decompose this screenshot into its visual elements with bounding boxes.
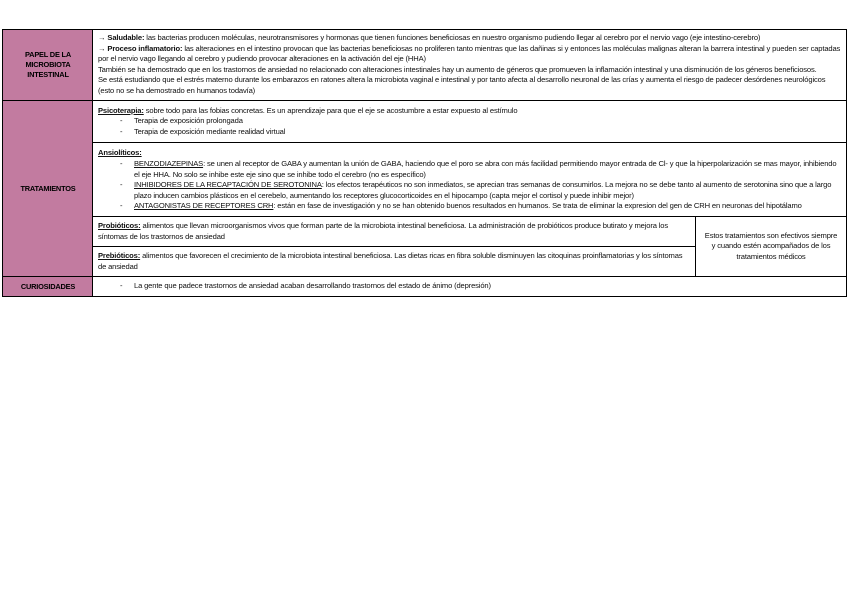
- content-ansioliticos: [93, 143, 847, 217]
- psicoterapia-text: sobre todo para las fobias concretas. Es un aprendizaje para que el eje se acostumbre a estar expuesto al estímulo: [145, 105, 518, 115]
- ansiedad-paragraph: También se ha demostrado que en los trastornos de ansiedad no relacionado con alteraciones intestinales hay un aumento de géneros que promueven la inflamación intestinal y una disminución de los géneros beneficiosos.: [98, 64, 817, 74]
- prebioticos-text: alimentos que favorecen el crecimiento de la microbiota intestinal beneficiosa. Las dietas ricas en fibra soluble disminuyen las citoquinas proinflamatorias y los síntomas de ansiedad: [98, 251, 683, 271]
- drug-name: INHIBIDORES DE LA RECAPTACIÓN DE SEROTONINA: [134, 180, 322, 190]
- header-curiosidades-label: CURIOSIDADES: [20, 281, 76, 291]
- psicoterapia-list: [98, 116, 842, 137]
- content-psicoterapia: [93, 100, 847, 143]
- arrow-icon: →: [98, 33, 106, 42]
- side-note-cell: [696, 216, 847, 276]
- arrow-icon: →: [98, 43, 106, 53]
- psicoterapia-title: Psicoterapia:: [98, 105, 144, 115]
- probioticos-title: Probióticos:: [98, 220, 141, 230]
- ansioliticos-list: [98, 159, 842, 212]
- proceso-text: las alteraciones en el intestino provocan que las bacterias beneficiosas no proliferen tanto mientras que las dañinas si y entonces las moléculas malignas alteran la barrera intestinal y pueden ser captadas por el nervio vago llegando al cerebro y pudiendo provocar alteraciones en la activación del eje (HHA): [98, 43, 841, 64]
- list-item: - Terapia de exposición prolongada: [120, 116, 842, 127]
- saludable-paragraph: [98, 33, 842, 44]
- row-psicoterapia: [3, 100, 847, 143]
- notes-table: [2, 29, 847, 297]
- list-item: [120, 180, 842, 201]
- proceso-title: Proceso inflamatorio:: [107, 43, 183, 53]
- content-curiosidades: [93, 277, 847, 297]
- probioticos-paragraph: [98, 221, 691, 242]
- list-item: - La gente que padece trastornos de ansiedad acaban desarrollando trastornos del estado de ánimo (depresión): [120, 281, 842, 292]
- drug-description: : se unen al receptor de GABA y aumentan la unión de GABA, haciendo que el poro se abra con más facilidad permitiendo mayor entrada de Cl- y que la hiperpolarización se mas mayor, inhibiendo el eje HHA. No solo se inhibe este eje sino que se inhibe todo el cerebro (no es específico): [134, 158, 837, 179]
- prebioticos-title: Prebióticos:: [98, 251, 141, 261]
- ansioliticos-title: Ansiolíticos:: [98, 148, 142, 158]
- header-tratamientos: [3, 100, 93, 277]
- content-probioticos: [93, 216, 696, 246]
- proceso-paragraph: [98, 44, 842, 65]
- saludable-text: las bacterias producen moléculas, neurotransmisores y hormonas que tienen funciones beneficiosas en nuestro organismo pudiendo llegar al cerebro por el nervio vago (eje intestino-cerebro): [146, 33, 761, 42]
- content-prebioticos: [93, 247, 696, 277]
- estres-materno-paragraph: Se está estudiando que el estrés materno durante los embarazos en ratones altera la microbiota vaginal e intestinal y por tanto afecta al desarrollo neuronal de las crías y aumenta el riesgo de padecer desórdenes neurológicos (esto no se ha demostrado en humanos todavía): [98, 75, 826, 95]
- probioticos-text: alimentos que llevan microorganismos vivos que forman parte de la microbiota intestinal beneficiosa. La administración de probióticos produce butirato y mejora los síntomas de los trastornos de ansiedad: [98, 220, 669, 241]
- row-probioticos: [3, 216, 847, 246]
- list-item: [120, 201, 842, 212]
- row-curiosidades: [3, 277, 847, 297]
- list-item: [120, 159, 842, 180]
- row-papel-microbiota: [3, 30, 847, 101]
- header-papel-label: PAPEL DE LA MICROBIOTA INTESTINAL: [25, 50, 71, 79]
- saludable-title: Saludable:: [107, 33, 145, 42]
- list-item: - Terapia de exposición mediante realidad virtual: [120, 127, 842, 138]
- curiosidades-list: [98, 281, 842, 292]
- header-curiosidades: [3, 277, 93, 297]
- header-papel-microbiota: [3, 30, 93, 101]
- psicoterapia-paragraph: [98, 106, 842, 117]
- drug-name: ANTAGONISTAS DE RECEPTORES CRH: [134, 201, 274, 211]
- drug-name: BENZODIAZEPINAS: [134, 158, 204, 168]
- prebioticos-paragraph: [98, 251, 691, 272]
- drug-description: : los efectos terapéuticos no son inmediatos, se aprecian tras semanas de consumirlos. La mejora no se debe tanto al aumento de serotonina sino que a largo plazo inducen cambios plásticos en el cerebelo, aumentando los receptores glucocorticoides en el hipocampo (capta mejor el cortisol y puede inhibir mejor): [134, 180, 832, 200]
- row-ansioliticos: [3, 143, 847, 217]
- side-note: Estos tratamientos son efectivos siempre y cuando estén acompañados de los tratamientos médicos: [704, 230, 838, 261]
- content-papel-microbiota: [93, 30, 847, 101]
- drug-description: : están en fase de investigación y no se han obtenido buenos resultados en humanos. Se trata de eliminar la expresion del gen de CRH en neuronas del hipotálamo: [273, 201, 802, 211]
- header-tratamientos-label: TRATAMIENTOS: [20, 183, 76, 193]
